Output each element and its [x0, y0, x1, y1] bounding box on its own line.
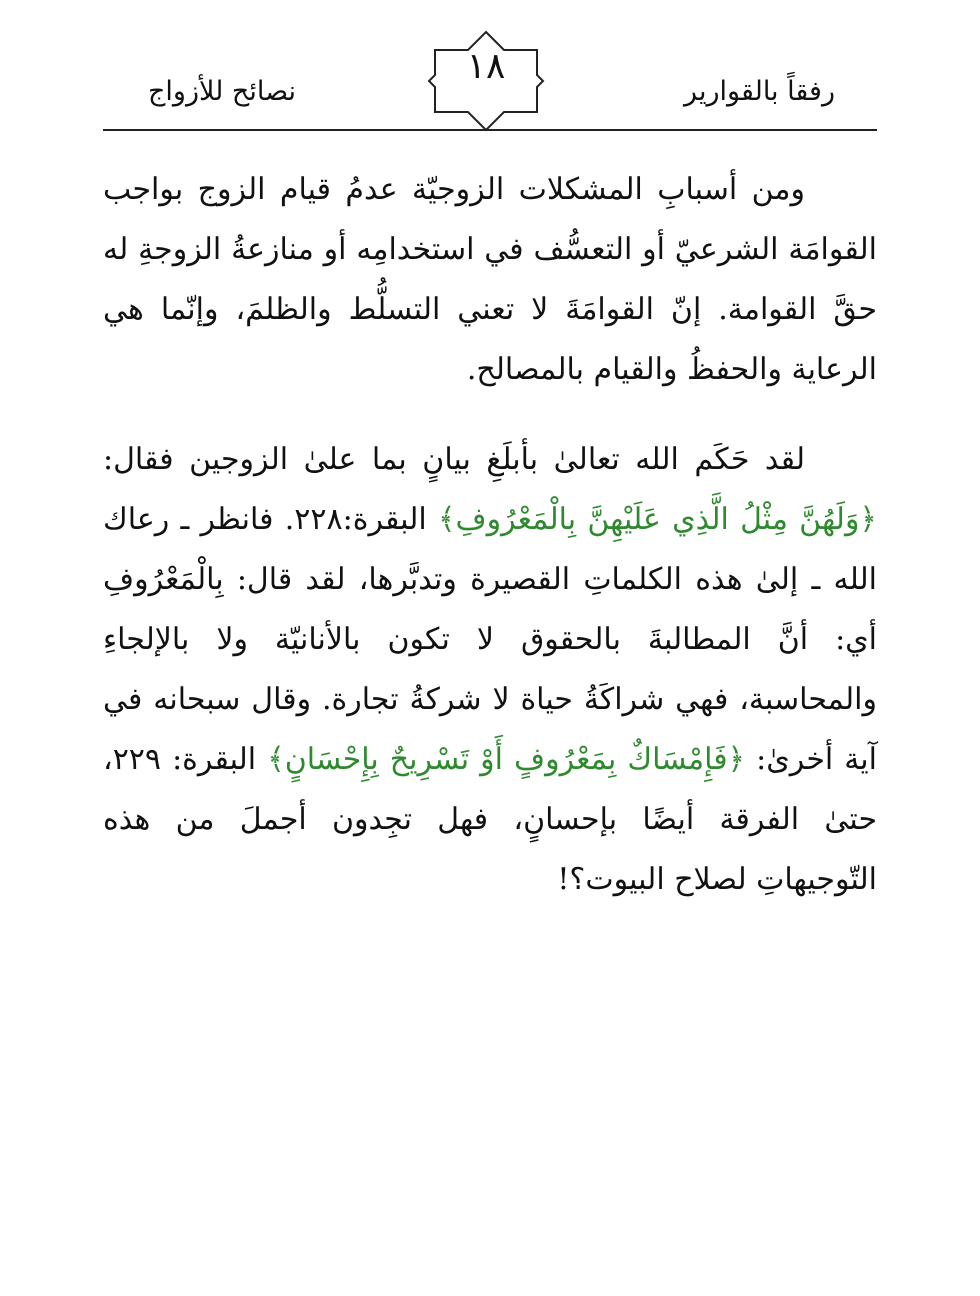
- paragraph-2-text-3: البقرة: ٢٢٩، حتىٰ الفرقة أيضًا بإحسانٍ، فهل تجِدون أجملَ من هذه التّوجيهاتِ لصلاح البيوت؟!: [103, 742, 877, 897]
- chapter-title: نصائح للأزواج: [148, 76, 297, 107]
- quran-verse-2: ﴿فَإِمْسَاكٌ بِمَعْرُوفٍ أَوْ تَسْرِيحٌ بِإِحْسَانٍ﴾: [267, 742, 746, 777]
- page-body: [103, 160, 877, 910]
- header-divider: [103, 129, 877, 131]
- paragraph-1: ومن أسبابِ المشكلات الزوجيّة عدمُ قيام الزوج بواجب القوامَة الشرعيّ أو التعسُّف في استخدامِه أو منازعةُ الزوجةِ له حقَّ القوامة. إنّ القوامَةَ لا تعني التسلُّط والظلمَ، وإنّما هي الرعاية والحفظُ والقيام بالمصالح.: [103, 172, 877, 387]
- page-number: ١٨: [466, 46, 506, 87]
- paragraph-2: [103, 430, 877, 910]
- paragraph-2-text-1: لقد حَكَم الله تعالىٰ بأبلَغِ بيانٍ بما علىٰ الزوجين فقال:: [103, 442, 805, 477]
- quran-verse-1: ﴿وَلَهُنَّ مِثْلُ الَّذِي عَلَيْهِنَّ بِالْمَعْرُوفِ﴾: [437, 502, 878, 537]
- paragraph-2-text-2: البقرة:٢٢٨. فانظر ـ رعاك الله ـ إلىٰ هذه الكلماتِ القصيرة وتدبَّرها، لقد قال: بِالْمَعْرُوفِ أي: أنَّ المطالبةَ بالحقوق لا تكون بالأنانيّة ولا بالإلجاءِ والمحاسبة، فهي شراكَةُ حياة لا شركةُ تجارة. وقال سبحانه في آية أخرىٰ:: [103, 502, 877, 777]
- book-title: رفقاً بالقوارير: [684, 76, 835, 107]
